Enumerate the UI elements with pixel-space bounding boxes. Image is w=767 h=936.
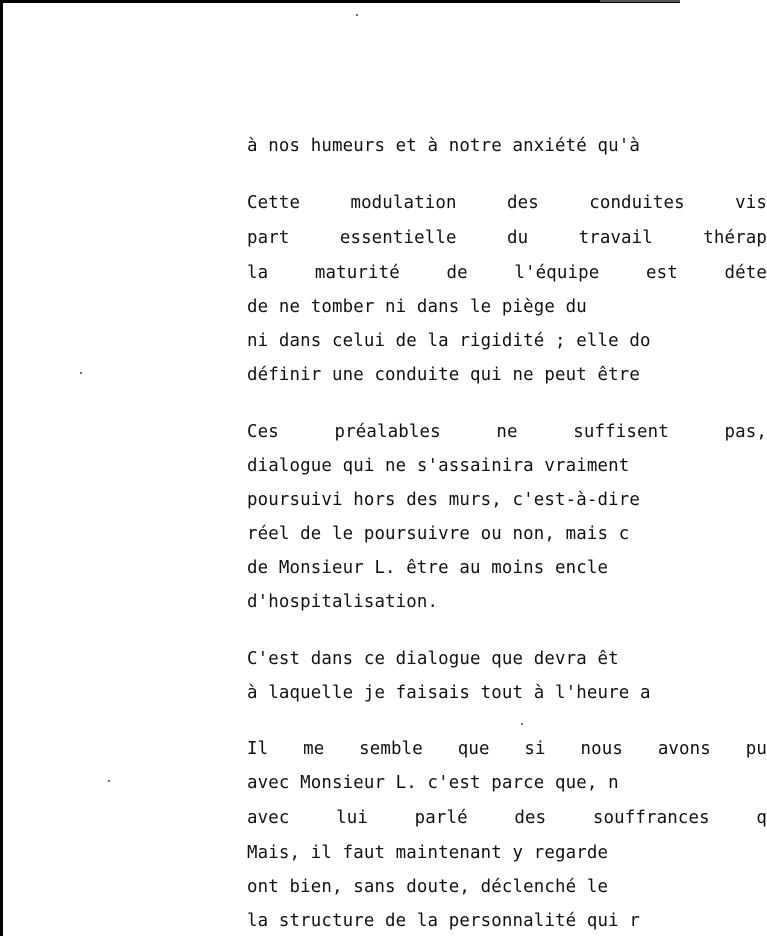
scan-top-mark <box>600 0 680 2</box>
page-left-border <box>0 0 3 936</box>
text-line: de ne tomber ni dans le piège du <box>247 297 587 317</box>
text-line: la structure de la personnalité qui r <box>247 911 640 931</box>
scan-speck <box>521 723 523 725</box>
text-line: ont bien, sans doute, déclenché le <box>247 877 609 897</box>
page-top-border <box>0 0 680 3</box>
text-line: poursuivi hors des murs, c'est-à-dire <box>247 490 640 510</box>
text-line: Mais, il faut maintenant y regarde <box>247 843 609 863</box>
text-line: définir une conduite qui ne peut être <box>247 365 640 385</box>
text-line: C'est dans ce dialogue que devra êt <box>247 649 619 669</box>
text-line: d'hospitalisation. <box>247 592 439 612</box>
scan-speck <box>356 14 358 16</box>
text-line: à nos humeurs et à notre anxiété qu'à <box>247 136 640 156</box>
scan-speck <box>80 372 82 374</box>
text-line: à laquelle je faisais tout à l'heure a <box>247 683 651 703</box>
text-line: Ces préalables ne suffisent pas, <box>247 422 767 442</box>
text-line: ni dans celui de la rigidité ; elle do <box>247 331 651 351</box>
text-line: de Monsieur L. être au moins encle <box>247 558 609 578</box>
text-line: avec Monsieur L. c'est parce que, n <box>247 773 619 793</box>
text-line: Il me semble que si nous avons pu <box>247 739 767 759</box>
text-line: Cette modulation des conduites vis <box>247 193 767 213</box>
scan-speck <box>108 780 110 782</box>
text-line: réel de le poursuivre ou non, mais c <box>247 524 630 544</box>
text-line: avec lui parlé des souffrances q <box>247 808 767 828</box>
text-line: part essentielle du travail thérap <box>247 228 767 248</box>
text-line: la maturité de l'équipe est déte <box>247 263 767 283</box>
text-line: dialogue qui ne s'assainira vraiment <box>247 456 630 476</box>
